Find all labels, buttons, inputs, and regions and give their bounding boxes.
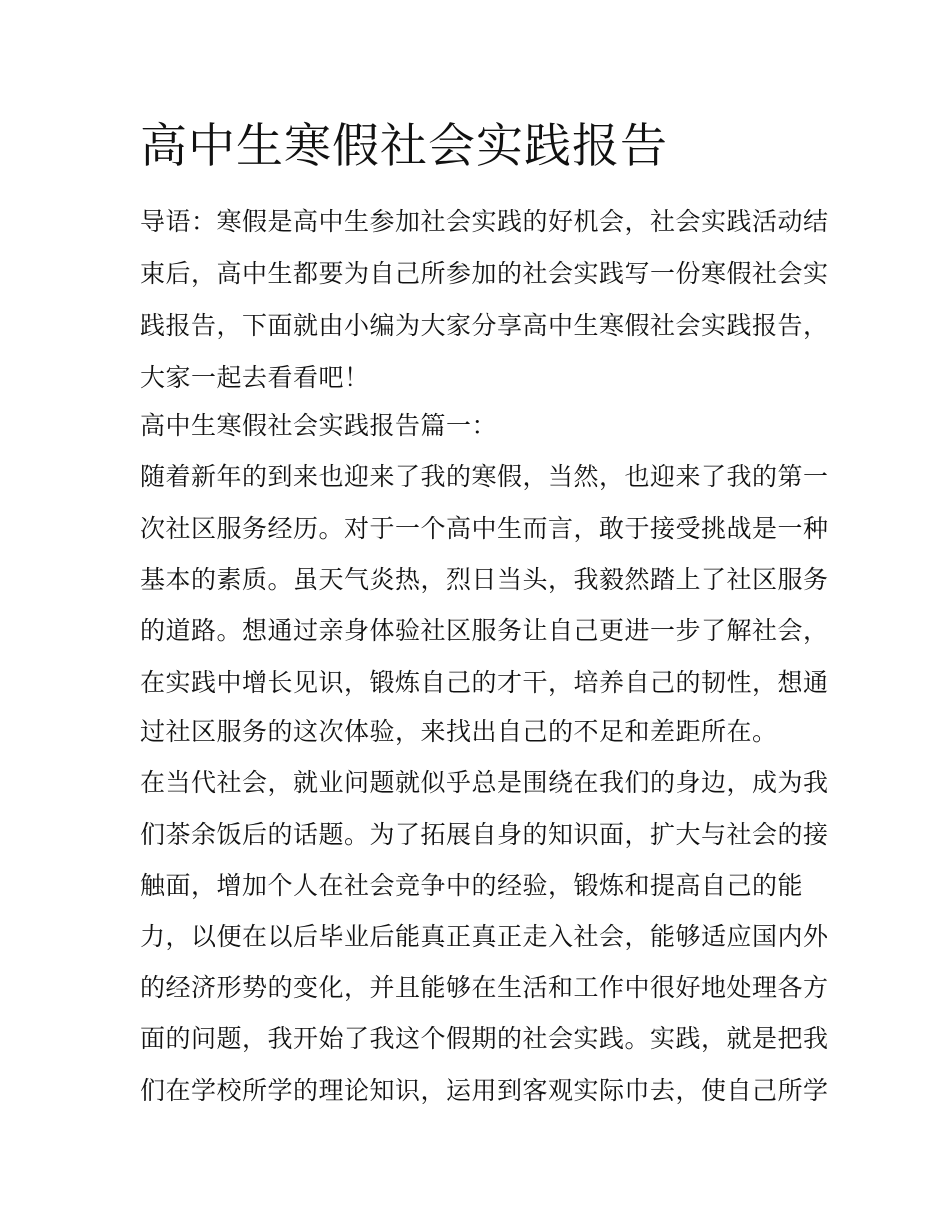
text-line: 力，以便在以后毕业后能真正真正走入社会，能够适应国内外 <box>140 922 829 951</box>
text-line: 践报告，下面就由小编为大家分享高中生寒假社会实践报告， <box>140 311 829 340</box>
text-line: 基本的素质。虽天气炎热，烈日当头，我毅然踏上了社区服务 <box>140 565 829 594</box>
document-title: 高中生寒假社会实践报告 <box>140 119 668 174</box>
text-line: 束后，高中生都要为自己所参加的社会实践写一份寒假社会实 <box>140 259 829 288</box>
text-line: 触面，增加个人在社会竞争中的经验，锻炼和提高自己的能 <box>140 871 804 900</box>
text-line: 面的问题，我开始了我这个假期的社会实践。实践，就是把我 <box>140 1024 829 1053</box>
text-line: 导语：寒假是高中生参加社会实践的好机会，社会实践活动结 <box>140 207 829 236</box>
text-line: 在当代社会，就业问题就似乎总是围绕在我们的身边，成为我 <box>140 768 829 797</box>
text-line: 们茶余饭后的话题。为了拓展自身的知识面，扩大与社会的接 <box>140 820 829 849</box>
text-line: 随着新年的到来也迎来了我的寒假，当然，也迎来了我的第一 <box>140 462 829 491</box>
text-line: 次社区服务经历。对于一个高中生而言，敢于接受挑战是一种 <box>140 514 829 543</box>
text-line: 们在学校所学的理论知识，运用到客观实际巾去，使自己所学 <box>140 1076 829 1105</box>
text-line: 在实践中增长见识，锻炼自己的才干，培养自己的韧性，想通 <box>140 668 829 697</box>
section-heading: 高中生寒假社会实践报告篇一： <box>140 411 498 440</box>
text-line: 过社区服务的这次体验，来找出自己的不足和差距所在。 <box>140 717 778 746</box>
text-line: 的道路。想通过亲身体验社区服务让自己更进一步了解社会， <box>140 616 829 645</box>
text-line: 的经济形势的变化，并且能够在生活和工作中很好地处理各方 <box>140 973 829 1002</box>
text-line: 大家一起去看看吧！ <box>140 363 370 392</box>
